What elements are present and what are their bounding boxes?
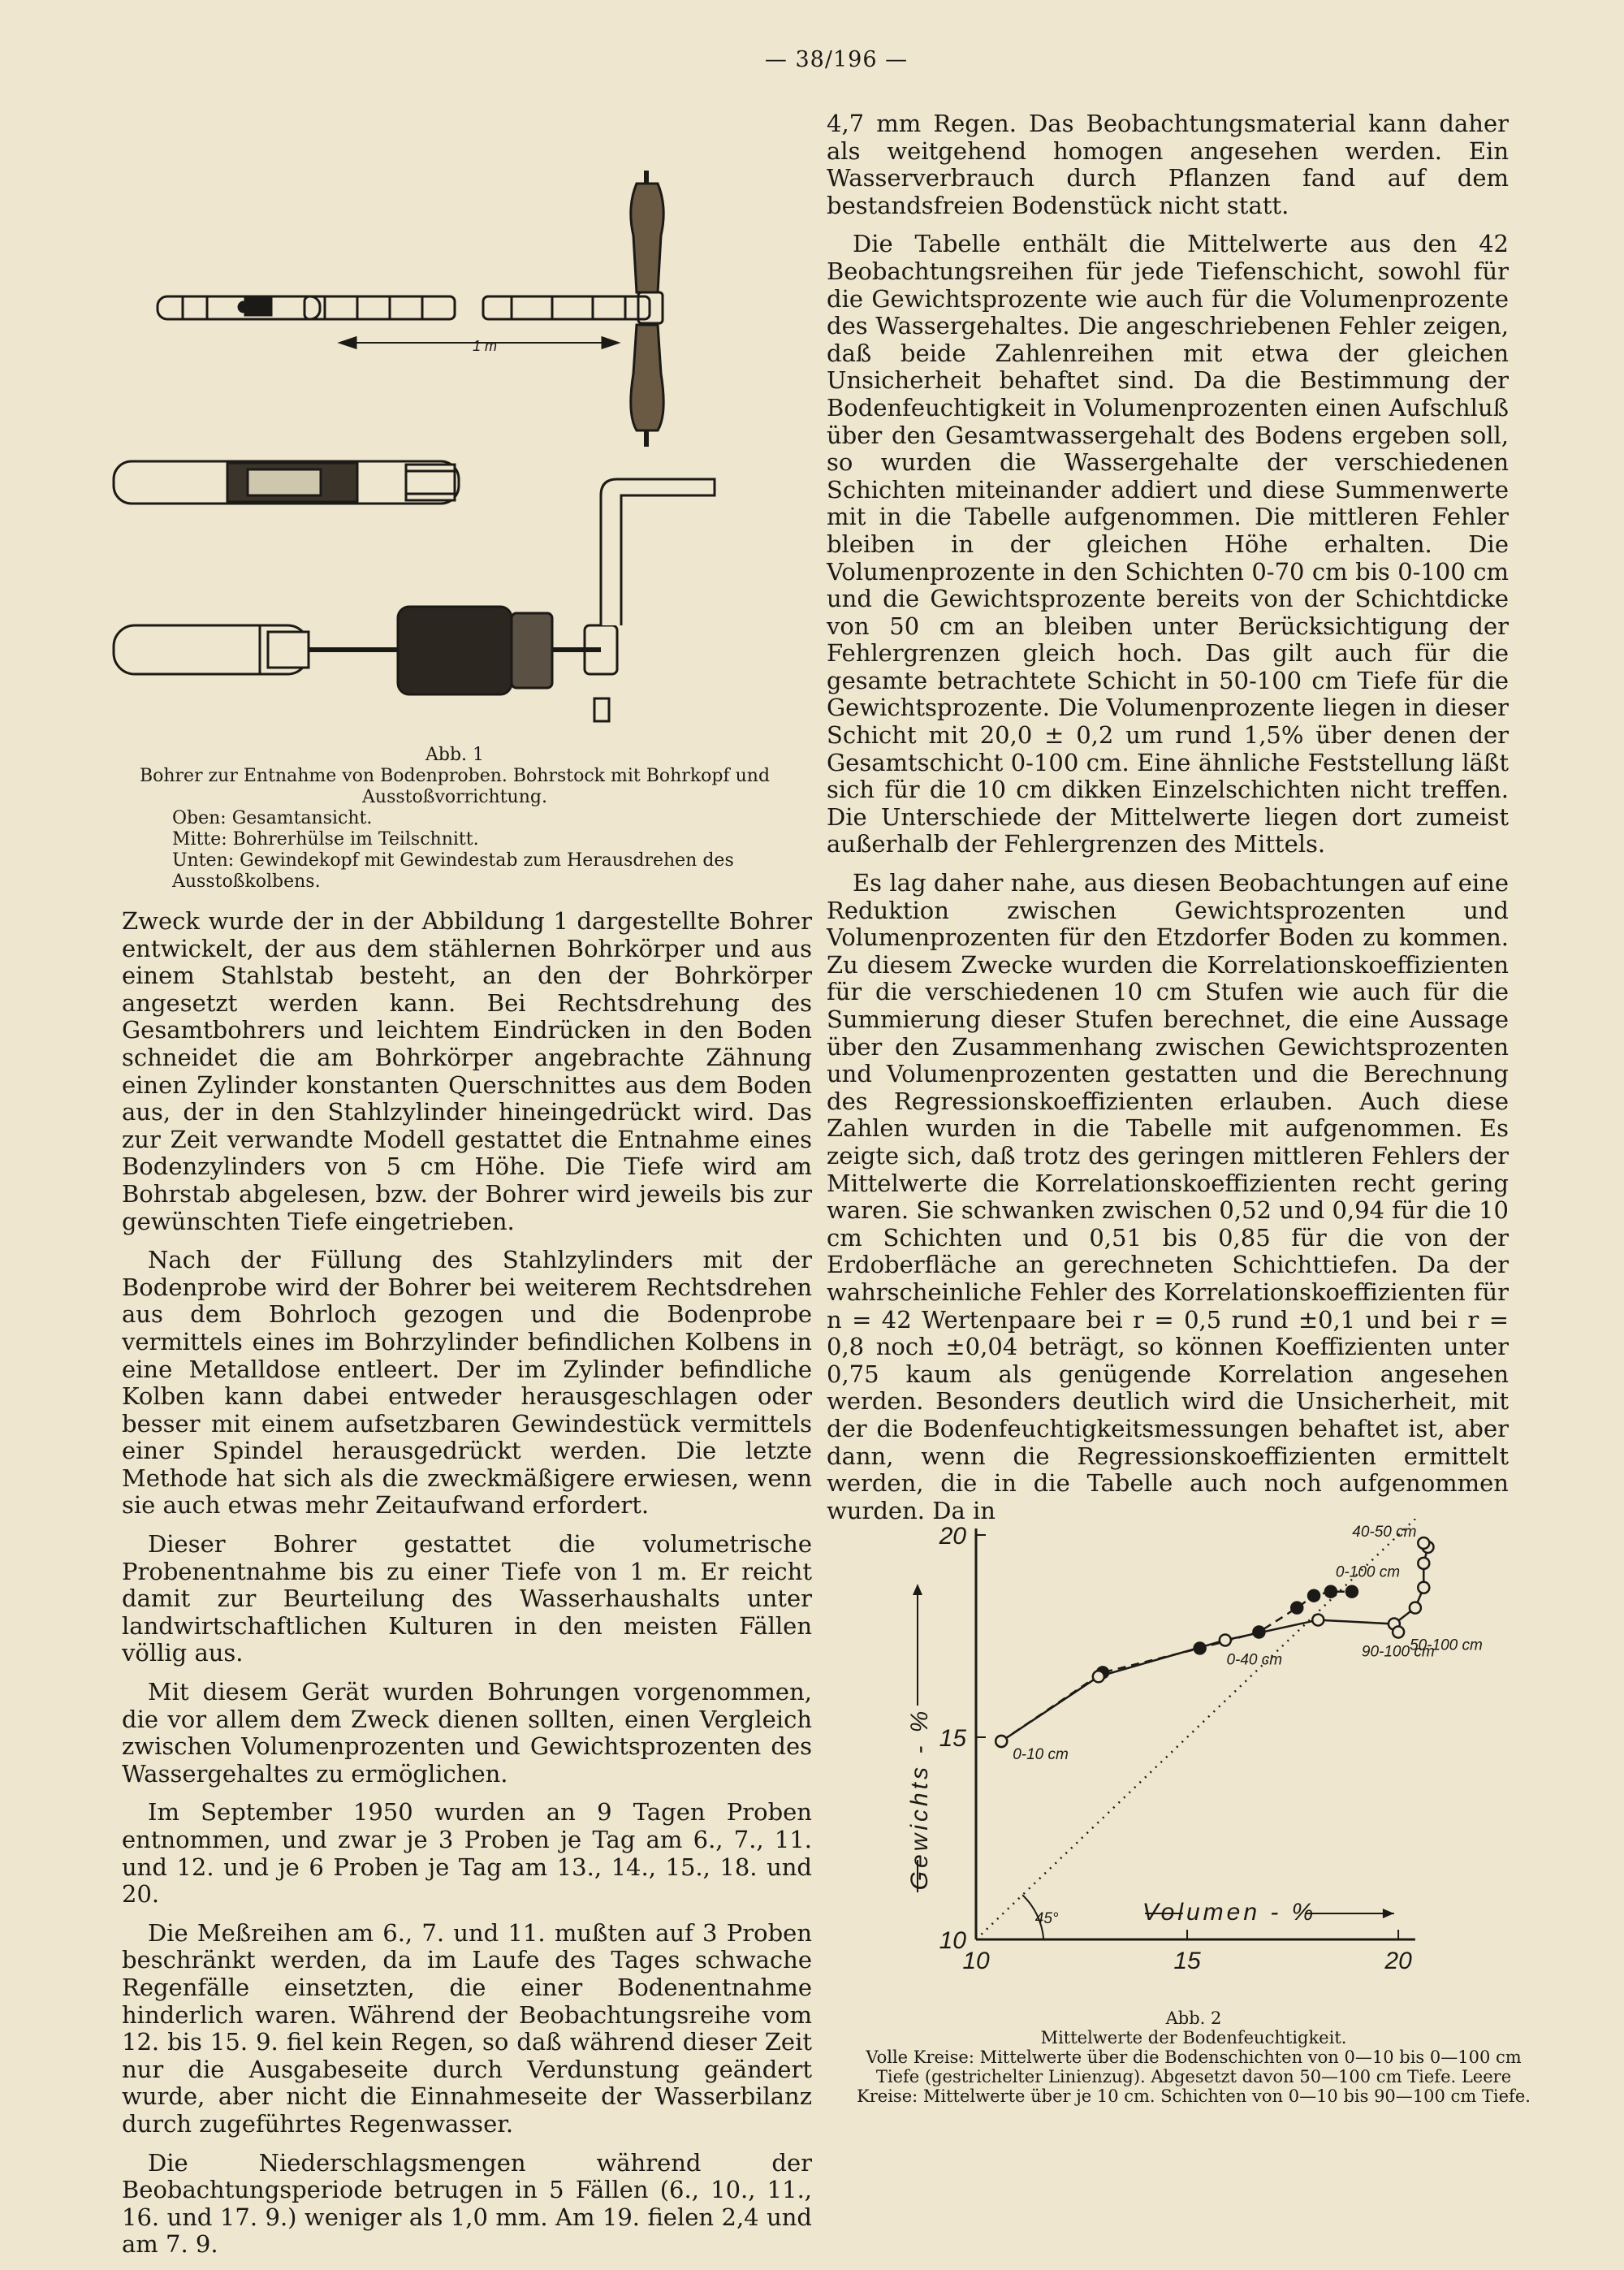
figure-2-label: Abb. 2	[1165, 2008, 1222, 2028]
figure-2-caption	[853, 2008, 1535, 2106]
paragraph: Es lag daher nahe, aus diesen Beobachtungen auf eine Reduktion zwischen Gewichtsprozenten und Volumenprozenten für den Etzdorfer Boden zu kommen. Zu diesem Zwecke wurden die Korrelationskoeffizienten für die verschiedenen 10 cm Stufen wie auch für die Summierung dieser Stufen berechnet, die eine Aussage über den Zusammenhang zwischen Gewichtsprozenten und Volumenprozenten gestatten und die Berechnung des Regressionskoeffizienten erlauben. Auch diese Zahlen wurden in die Tabelle mit aufgenommen. Es zeigte sich, daß trotz des geringen mittleren Fehlers der Mittelwerte die Korrelationskoeffizienten recht gering waren. Sie schwanken zwischen 0,52 und 0,94 für die 10 cm Schichten und 0,51 bis 0,85 für die von der Erdoberfläche an gerechneten Schichttiefen. Da der wahrscheinliche Fehler des Korrelationskoeffizienten für n = 42 Wertenpaare bei r = 0,5 rund ±0,1 und bei r = 0,8 noch ±0,04 beträgt, so können Koeffizienten unter 0,75 kaum als genügende Korrelation angesehen werden. Besonders deutlich wird die Unsicherheit, mit der die Bodenfeuchtigkeitsmessungen behaftet ist, aber dann, wenn die Regressionskoeffizienten ermittelt werden, die in die Tabelle auch noch aufgenommen wurden. Da in	[827, 869, 1509, 1524]
figure-1-line: Mitte: Bohrerhülse im Teilschnitt.	[172, 829, 479, 850]
figure-1-caption	[114, 745, 796, 893]
data-point	[1308, 1590, 1320, 1602]
data-point	[1346, 1586, 1358, 1598]
page-number: — 38/196 —	[764, 47, 909, 72]
x-tick-label: 10	[962, 1948, 990, 1974]
paragraph: Zweck wurde der in der Abbildung 1 dargestellte Bohrer entwickelt, der aus dem stählernen Bohrkörper und aus einem Stahlstab besteht, an den der Bohrkörper angesetzt werden kann. Bei Rechtsdrehung des Gesamtbohrers und leichtem Eindrücken in den Boden schneidet die am Bohrkörper angebrachte Zähnung einen Zylinder konstanten Querschnittes aus dem Boden aus, der in den Stahlzylinder hineingedrückt wird. Das zur Zeit verwandte Modell gestattet die Entnahme eines Bodenzylinders von 5 cm Höhe. Die Tiefe wird am Bohrstab abgelesen, bzw. der Bohrer wird jeweils bis zur gewünschten Tiefe eingetrieben.	[122, 907, 812, 1235]
data-point	[1418, 1582, 1429, 1593]
figure-1-line: Unten: Gewindekopf mit Gewindestab zum Herausdrehen des Ausstoßkolbens.	[172, 850, 734, 892]
data-point	[1410, 1602, 1421, 1614]
figure-2-caption-text: Volle Kreise: Mittelwerte über die Bodenschichten von 0—10 bis 0—100 cm Tiefe (gestrichelter Linienzug). Abgesetzt davon 50—100 cm Tiefe. Leere Kreise: Mittelwerte über je 10 cm. Schichten von 0—10 bis 90—100 cm Tiefe.	[857, 2047, 1531, 2106]
paragraph: 4,7 mm Regen. Das Beobachtungsmaterial kann daher als weitgehend homogen angesehen werden. Ein Wasserverbrauch durch Pflanzen fand auf dem bestandsfreien Bodenstück nicht statt.	[827, 110, 1509, 219]
y-label-arrowhead	[913, 1584, 922, 1595]
figure-2-chart	[836, 1519, 1510, 1994]
x-tick-label: 15	[1173, 1948, 1201, 1974]
paragraph: Nach der Füllung des Stahlzylinders mit der Bodenprobe wird der Bohrer bei weiterem Rechtsdrehen aus dem Bohrloch gezogen und die Bodenprobe vermittels eines im Bohrzylinder befindlichen Kolbens in eine Metalldose entleert. Der im Zylinder befindliche Kolben kann dabei entweder herausgeschlagen oder besser mit einem aufsetzbaren Gewindestück vermittels einer Spindel herausgedrückt werden. Die letzte Methode hat sich als die zweckmäßigere erwiesen, wenn sie auch etwas mehr Zeitaufwand erfordert.	[122, 1246, 812, 1520]
figure-1-title: Bohrer zur Entnahme von Bodenproben. Bohrstock mit Bohrkopf und Ausstoßvorrichtung.	[139, 766, 771, 807]
data-point	[1418, 1558, 1429, 1569]
point-annotation: 0-10 cm	[1013, 1745, 1069, 1763]
right-column	[827, 110, 1509, 1536]
y-axis-label: Gewichts - %	[906, 1707, 933, 1891]
paragraph: Die Tabelle enthält die Mittelwerte aus den 42 Beobachtungsreihen für jede Tiefenschicht, sowohl für die Gewichtsprozente wie auch für die Volumenprozente des Wassergehaltes. Die angeschriebenen Fehler zeigen, daß beide Zahlenreihen mit etwa der gleichen Unsicherheit behaftet sind. Da die Bestimmung der Bodenfeuchtigkeit in Volumenprozenten einen Aufschluß über den Gesamtwassergehalt des Bodens ergeben soll, so wurden die Wassergehalte der verschiedenen Schichten miteinander addiert und diese Summenwerte mit in die Tabelle aufgenommen. Die mittleren Fehler bleiben in der gleichen Höhe erhalten. Die Volumenprozente in den Schichten 0-70 cm bis 0-100 cm und die Gewichtsprozente bereits von der Schichtdicke von 50 cm an bleiben unter Berücksichtigung der Fehlergrenzen gleich hoch. Das gilt auch für die gesamte betrachtete Schicht in 50-100 cm Tiefe für die Gewichtsprozente. Die Volumenprozente liegen in dieser Schicht mit 20,0 ± 0,2 um rund 1,5% über denen der Gesamtschicht 0-100 cm. Eine ähnliche Feststellung läßt sich für die 10 cm dikken Einzelschichten nicht treffen. Die Unterschiede der Mittelwerte liegen dort zumeist außerhalb der Fehlergrenzen des Mittels.	[827, 230, 1509, 858]
paragraph: Mit diesem Gerät wurden Bohrungen vorgenommen, die vor allem dem Zweck dienen sollten, einen Vergleich zwischen Volumenprozenten und Gewichtsprozenten des Wassergehaltes zu ermöglichen.	[122, 1678, 812, 1788]
figure-2-title: Mittelwerte der Bodenfeuchtigkeit.	[1040, 2028, 1347, 2047]
data-point	[1418, 1537, 1429, 1549]
data-point	[1312, 1615, 1324, 1626]
data-point	[1220, 1634, 1231, 1645]
dimension-label: 1 m	[473, 338, 498, 354]
left-column	[122, 908, 812, 2270]
paragraph: Im September 1950 wurden an 9 Tagen Proben entnommen, und zwar je 3 Proben je Tag am 6., 7., 11. und 12. und je 6 Proben je Tag am 13., 14., 15., 18. und 20.	[122, 1798, 812, 1909]
reference-line-45	[976, 1519, 1449, 1939]
paragraph: Die Meßreihen am 6., 7. und 11. mußten auf 3 Proben beschränkt werden, da im Laufe des Tages schwache Regenfälle einsetzten, die einer Bodenentnahme hinderlich waren. Während der Beobachtungsreihe vom 12. bis 15. 9. fiel kein Regen, so daß während dieser Zeit nur die Ausgabeseite durch Verdunstung geändert wurde, aber nicht die Einnahmeseite der Wasserbilanz durch zugeführtes Regenwasser.	[122, 1918, 812, 2138]
data-point	[1093, 1671, 1104, 1682]
point-annotation: 90-100 cm	[1361, 1643, 1435, 1661]
point-annotation: 40-50 cm	[1352, 1523, 1417, 1541]
y-tick-label: 15	[939, 1725, 966, 1752]
point-annotation: 0-100 cm	[1335, 1563, 1401, 1581]
paragraph: Dieser Bohrer gestattet die volumetrische Probenentnahme bis zu einer Tiefe von 1 m. Er reicht damit zur Beurteilung des Wasserhaushalts unter landwirtschaftlichen Kulturen in den meisten Fällen völlig aus.	[122, 1530, 812, 1667]
figure-1-label: Abb. 1	[425, 745, 485, 765]
figure-1-drill-illustration	[97, 171, 812, 739]
y-tick-label: 10	[939, 1927, 966, 1954]
y-tick-label: 20	[939, 1523, 966, 1550]
x-label-arrowhead	[1383, 1909, 1394, 1918]
point-annotation: 50-100 cm	[1410, 1637, 1483, 1654]
data-point	[996, 1736, 1007, 1747]
angle-label: 45°	[1034, 1910, 1059, 1927]
figure-1-line: Oben: Gesamtansicht.	[172, 808, 373, 828]
point-annotation: 0-40 cm	[1226, 1651, 1283, 1669]
data-point	[1291, 1602, 1302, 1614]
x-tick-label: 20	[1384, 1948, 1412, 1974]
paragraph: Die Niederschlagsmengen während der Beobachtungsperiode betrugen in 5 Fällen (6., 10., 11., 16. und 17. 9.) weniger als 1,0 mm. Am 19. fielen 2,4 und am 7. 9.	[122, 2148, 812, 2259]
data-point	[1325, 1586, 1337, 1598]
x-axis-label: Volumen - %	[1142, 1899, 1317, 1926]
data-point	[1393, 1627, 1404, 1638]
